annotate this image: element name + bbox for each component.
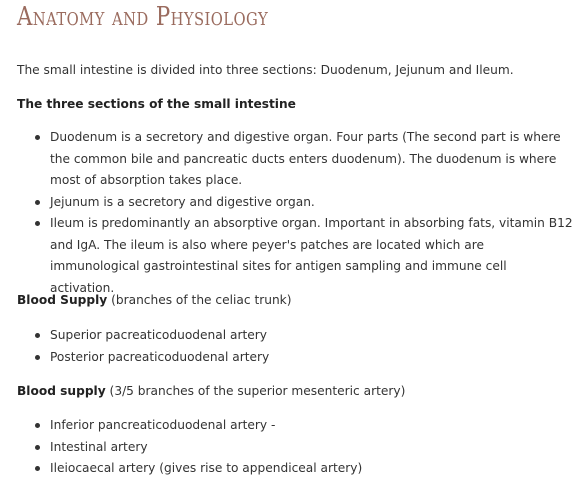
sections-list [17, 127, 573, 299]
sections-heading-label: The three sections of the small intestine [17, 97, 296, 111]
list-item: Superior pacreaticoduodenal artery [17, 325, 573, 347]
list-item: Ileum is predominantly an absorptive organ. Important in absorbing fats, vitamin B12 and IgA. The ileum is also where peyer's patches are located which are immunological gastrointestinal sites for antigen sampling and immune cell activation. [17, 213, 573, 299]
blood-supply-label: Blood supply [17, 384, 106, 398]
list-item: Posterior pacreaticoduodenal artery [17, 347, 573, 369]
blood-supply-heading-celiac [17, 291, 292, 309]
blood-supply-note: (3/5 branches of the superior mesenteric artery) [105, 384, 406, 398]
list-item: Ileiocaecal artery (gives rise to appendiceal artery) [17, 458, 573, 480]
list-item: Inferior pancreaticoduodenal artery - [17, 415, 573, 437]
list-item: Duodenum is a secretory and digestive organ. Four parts (The second part is where the common bile and pancreatic ducts enters duodenum). The duodenum is where most of absorption takes place. [17, 127, 573, 192]
blood-supply-label: Blood Supply [17, 293, 108, 307]
blood-supply-list-celiac [17, 325, 573, 368]
list-item: Intestinal artery [17, 437, 573, 459]
blood-supply-list-sma [17, 415, 573, 480]
page-title: Anatomy and Physiology [17, 2, 269, 32]
blood-supply-heading-sma [17, 382, 405, 400]
sections-heading [17, 95, 296, 113]
blood-supply-note: (branches of the celiac trunk) [107, 293, 292, 307]
intro-paragraph: The small intestine is divided into three sections: Duodenum, Jejunum and Ileum. [17, 63, 514, 77]
list-item: Jejunum is a secretory and digestive organ. [17, 192, 573, 214]
